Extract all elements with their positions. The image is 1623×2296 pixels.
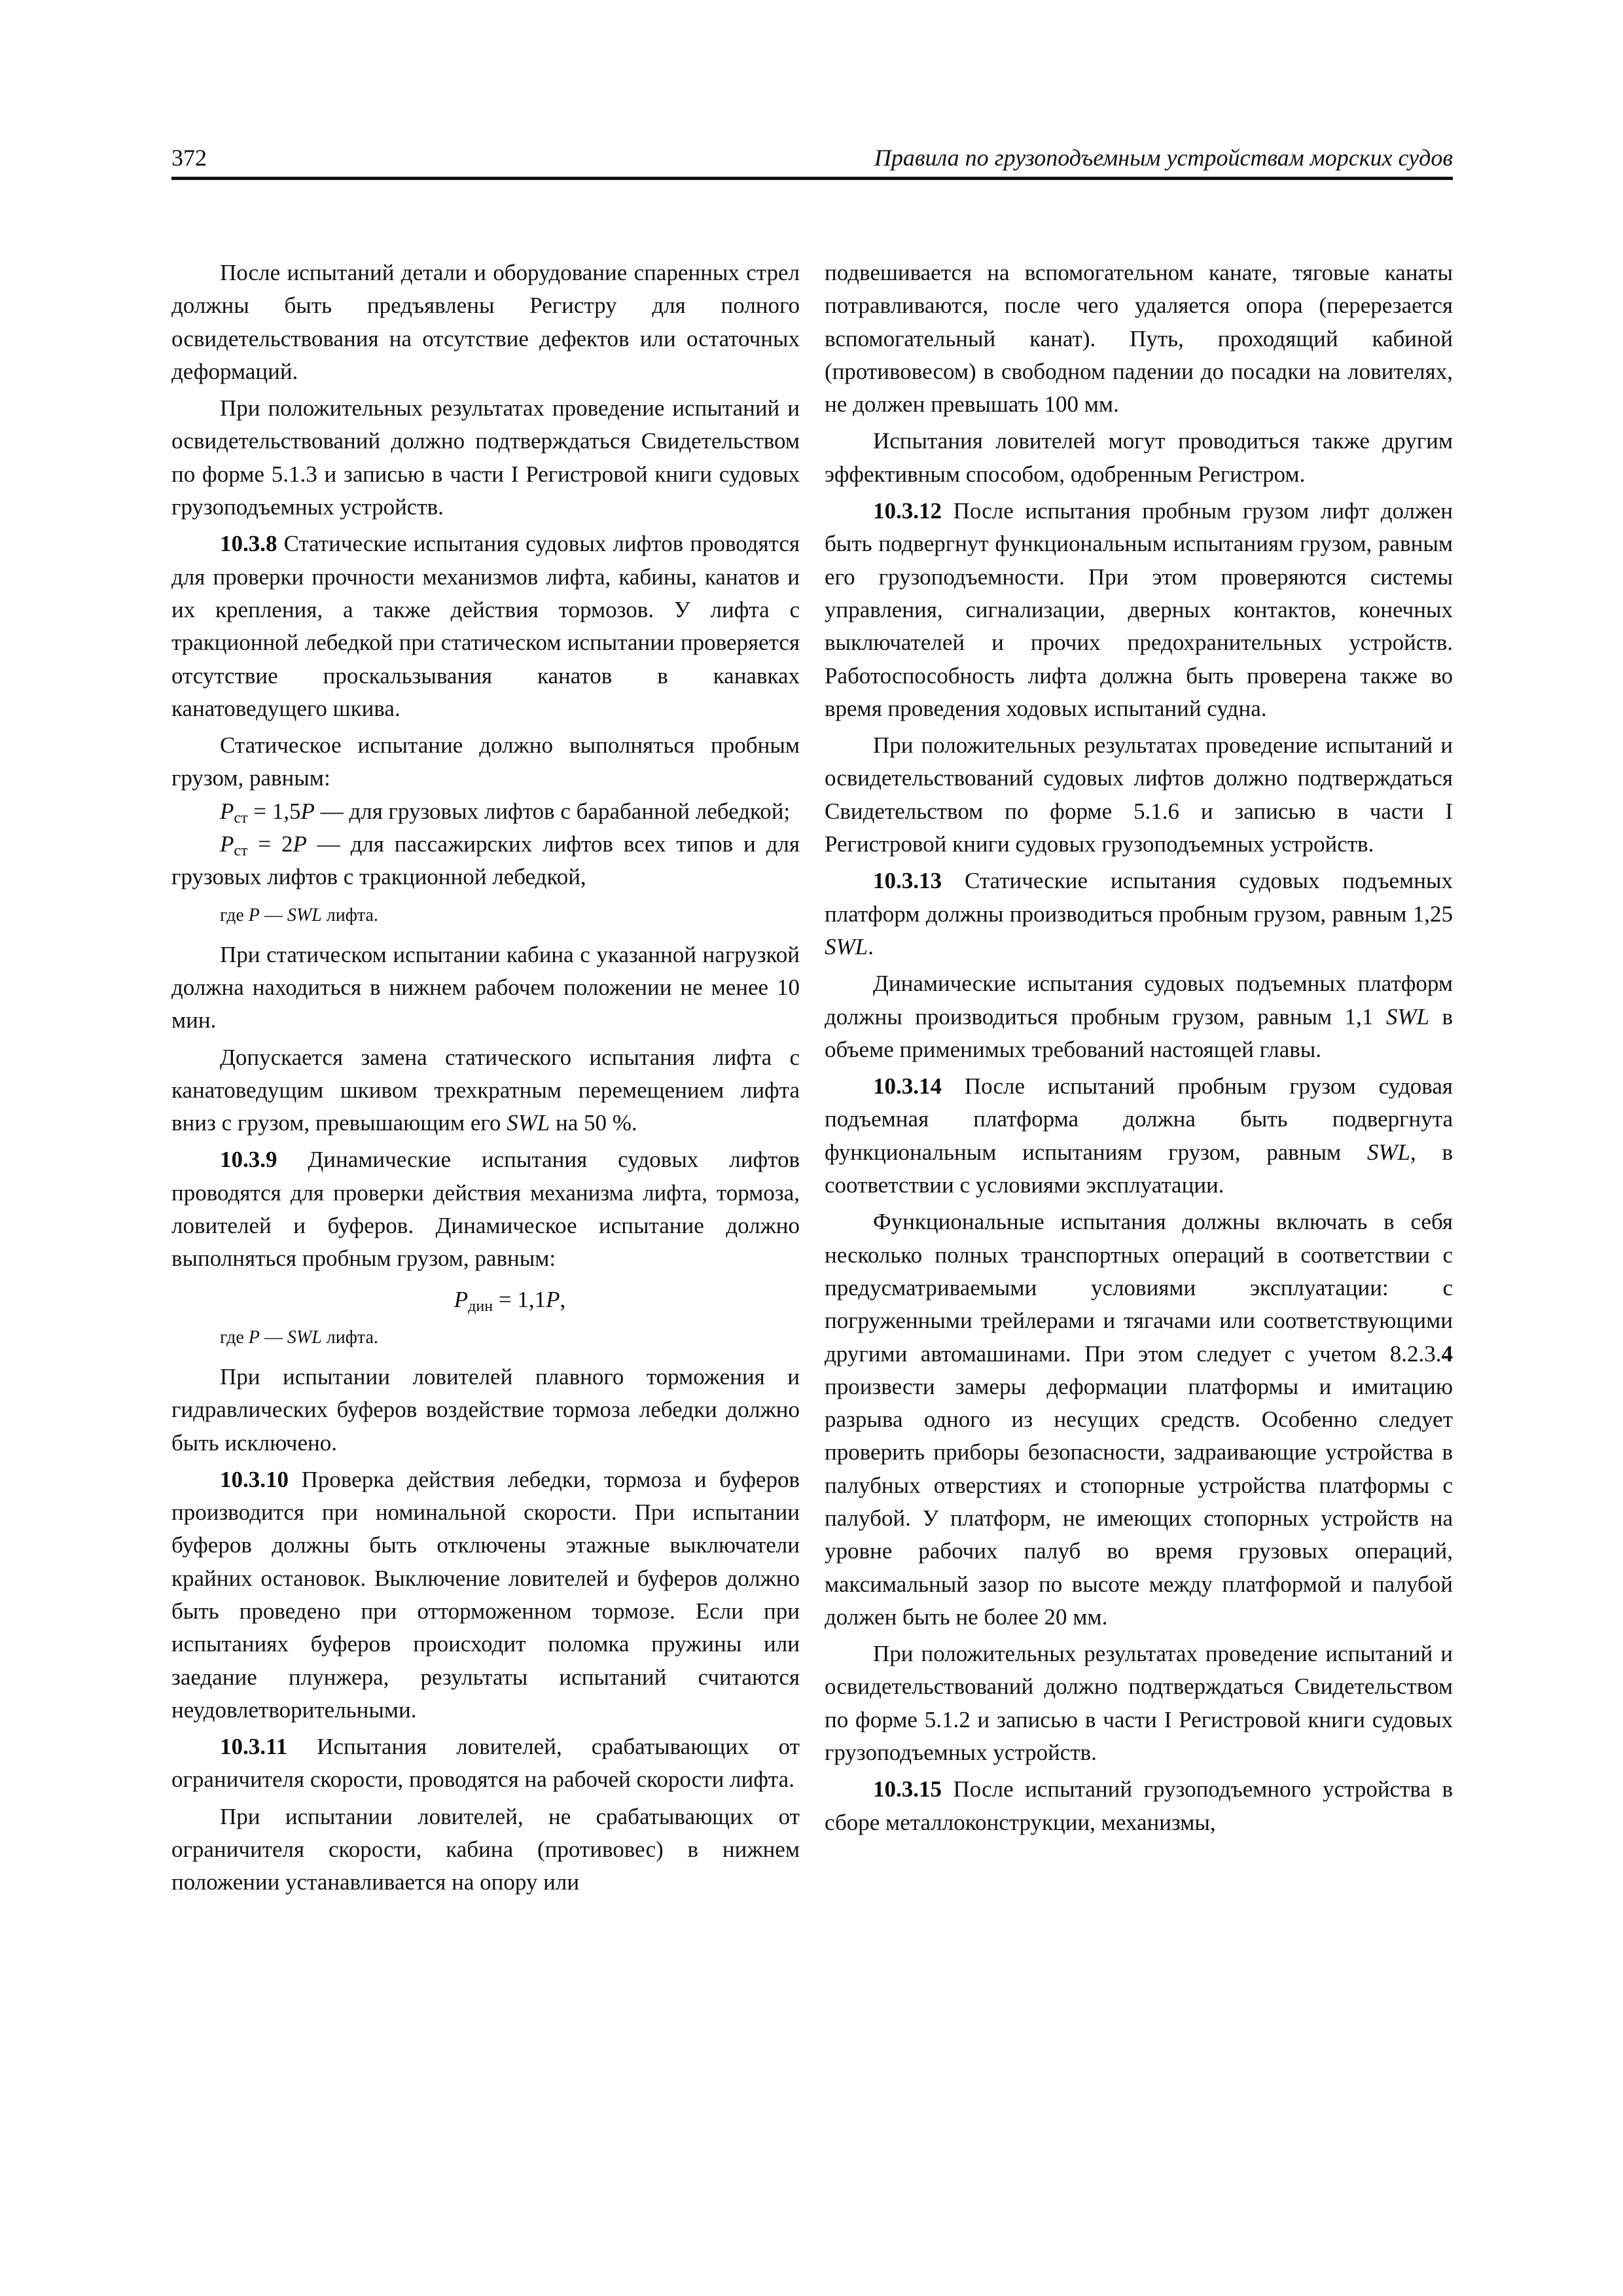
text: произвести замеры деформации платформы и имитацию разрыва одного из несущих средств. Особенно следует проверить приборы безопасности, задраивающие устройства в палубных отверстиях и стопорные устройства платформы с палубой. У платформ, не имеющих стопорных устройств на уровне рабочих палуб во время грузовых операций, максимальный зазор по высоте между платформой и палубой должен быть не более 20 мм. [825, 1373, 1453, 1630]
paragraph [825, 1206, 1453, 1634]
section-text: , в соответствии с условиями эксплуатации. [825, 1139, 1453, 1198]
paragraph-continued: подвешивается на вспомогательном канате, тяговые канаты потравливаются, после чего удаляется опора (перерезается вспомогательный канат). Путь, проходящий кабиной (противовесом) в свободном падении до посадки на ловителях, не должен превышать 100 мм. [825, 260, 1453, 418]
paragraph: При положительных результатах проведение испытаний и освидетельствований судовых лифтов должно подтверждаться Свидетельством по форме 5.1.6 и записью в части I Регистровой книги судовых грузоподъемных устройств. [825, 732, 1453, 857]
paragraph: При статическом испытании кабина с указанной нагрузкой должна находиться в нижнем рабочем положении не менее 10 мин. [171, 941, 800, 1033]
formula-eq: = 2 [247, 831, 293, 857]
subscript: ст [234, 842, 248, 860]
swl: SWL [287, 905, 322, 925]
where-post: лифта. [321, 905, 378, 925]
paragraph: При положительных результатах проведение испытаний и освидетельствований должно подтверждаться Свидетельством по форме 5.1.3 и записью в части I Регистровой книги судовых грузоподъемных устройств. [171, 395, 800, 520]
swl: SWL [1385, 1003, 1430, 1030]
section-10-3-10 [171, 1463, 800, 1727]
dash: — [259, 1327, 287, 1348]
symbol-p: P [454, 1286, 469, 1312]
formula-passenger [171, 828, 800, 894]
page-header [171, 144, 1453, 178]
section-text: После испытания пробным грузом лифт должен быть подвергнут функциональным испытаниям грузом, равным его грузоподъемности. При этом проверяются системы управления, сигнализации, дверных контактов, конечных выключателей и прочих предохранительных устройств. Работоспособность лифта должна быть проверена также во время проведения ходовых испытаний судна. [825, 498, 1453, 721]
right-column [825, 257, 1453, 1839]
section-text: Испытания ловителей, срабатывающих от ограничителя скорости, проводятся на рабочей скорости лифта. [171, 1734, 800, 1793]
where-note [171, 1321, 800, 1354]
running-title: Правила по грузоподъемным устройствам морских судов [874, 145, 1453, 171]
section-text: Динамические испытания судовых лифтов проводятся для проверки действия механизма лифта, тормоза, ловителей и буферов. Динамическое испытание должно выполняться пробным грузом, равным: [171, 1147, 800, 1272]
paragraph: При испытании ловителей, не срабатывающих от ограничителя скорости, кабина (противовес) в нижнем положении устанавливается на опору или [171, 1803, 800, 1895]
formula-dynamic [171, 1283, 800, 1316]
left-column [171, 257, 800, 1899]
swl: SWL [825, 933, 868, 960]
text: на 50 %. [550, 1110, 637, 1136]
symbol-p: P [546, 1286, 560, 1312]
symbol-p: P [300, 798, 315, 824]
bold-ref: 4 [1441, 1340, 1453, 1367]
section-10-3-13 [825, 865, 1453, 963]
section-10-3-8 [171, 528, 800, 725]
formula-freight-drum [171, 795, 800, 828]
section-number: 10.3.12 [873, 498, 942, 524]
formula-eq: = 1,5 [247, 798, 301, 824]
formula-eq: = 1,1 [493, 1286, 546, 1312]
paragraph: Статическое испытание должно выполняться пробным грузом, равным: [171, 732, 800, 791]
subscript: ст [234, 809, 248, 827]
swl: SWL [1366, 1139, 1411, 1165]
symbol-p: P [248, 905, 260, 925]
formula-text: — для грузовых лифтов с барабанной лебедкой; [314, 798, 791, 824]
text: . [868, 933, 874, 960]
text: Допускается замена статического испытания лифта с канатоведущим шкивом трехкратным перемещением лифта вниз с грузом, превышающим его [171, 1044, 800, 1136]
text: в объеме применимых требований настоящей главы. [825, 1003, 1454, 1062]
section-number: 10.3.8 [220, 531, 277, 557]
symbol-p: P [220, 798, 234, 824]
swl: SWL [287, 1327, 322, 1348]
formula-end: , [560, 1286, 566, 1312]
where-pre: где [220, 905, 249, 925]
paragraph [171, 1041, 800, 1140]
where-post: лифта. [321, 1327, 378, 1348]
page-number: 372 [171, 145, 207, 171]
section-text: После испытаний пробным грузом судовая подъемная платформа должна быть подвергнута функциональным испытаниям грузом, равным [825, 1073, 1453, 1165]
paragraph [825, 967, 1453, 1066]
where-pre: где [220, 1327, 249, 1348]
where-note [171, 899, 800, 932]
section-text: Статические испытания судовых подъемных платформ должны производиться пробным грузом, равным 1,25 [825, 868, 1453, 927]
section-number: 10.3.13 [873, 868, 942, 894]
paragraph: При положительных результатах проведение испытаний и освидетельствований должно подтверждаться Свидетельством по форме 5.1.2 и записью в части I Регистровой книги судовых грузоподъемных устройств. [825, 1641, 1453, 1766]
header-rule [171, 177, 1453, 180]
subscript: дин [468, 1297, 493, 1315]
section-text: Проверка действия лебедки, тормоза и буферов производится при номинальной скорости. При испытании буферов должны быть отключены этажные выключатели крайних остановок. Выключение ловителей и буферов должно быть проведено при отторможенном тормозе. Если при испытаниях буферов происходит поломка пружины или заедание плунжера, результаты испытаний считаются неудовлетворительными. [171, 1466, 800, 1723]
section-number: 10.3.14 [873, 1073, 942, 1100]
section-number: 10.3.15 [873, 1776, 942, 1803]
section-10-3-14 [825, 1070, 1453, 1202]
dash: — [259, 905, 287, 925]
section-10-3-15 [825, 1773, 1453, 1839]
section-number: 10.3.11 [220, 1734, 288, 1760]
section-10-3-11 [171, 1731, 800, 1797]
symbol-p: P [248, 1327, 260, 1348]
section-number: 10.3.10 [220, 1466, 289, 1492]
symbol-p: P [220, 831, 234, 857]
swl: SWL [507, 1110, 550, 1136]
section-text: После испытаний грузоподъемного устройства в сборе металлоконструкции, механизмы, [825, 1776, 1453, 1835]
text: Динамические испытания судовых подъемных платформ должны производиться пробным грузом, равным 1,1 [825, 971, 1453, 1030]
section-text: Статические испытания судовых лифтов проводятся для проверки прочности механизмов лифта, кабины, канатов и их крепления, а также действия тормозов. У лифта с тракционной лебедкой при статическом испытании проверяется отсутствие проскальзывания канатов в канавках канатоведущего шкива. [171, 531, 800, 721]
paragraph: Испытания ловителей могут проводиться также другим эффективным способом, одобренным Регистром. [825, 428, 1453, 487]
paragraph: При испытании ловителей плавного торможения и гидравлических буферов воздействие тормоза лебедки должно быть исключено. [171, 1363, 800, 1456]
paragraph: После испытаний детали и оборудование спаренных стрел должны быть предъявлены Регистру для полного освидетельствования на отсутствие дефектов или остаточных деформаций. [171, 260, 800, 384]
section-10-3-9 [171, 1143, 800, 1275]
formula-text: — для пассажирских лифтов всех типов и для грузовых лифтов с тракционной лебедкой, [171, 831, 800, 890]
section-10-3-12 [825, 495, 1453, 725]
section-number: 10.3.9 [220, 1147, 277, 1173]
symbol-p: P [293, 831, 307, 857]
text: Функциональные испытания должны включать в себя несколько полных транспортных операций в соответствии с предусматриваемыми условиями эксплуатации: с погруженными трейлерами и тягачами или соответствующими другими автомашинами. При этом следует с учетом 8.2.3. [825, 1209, 1453, 1367]
